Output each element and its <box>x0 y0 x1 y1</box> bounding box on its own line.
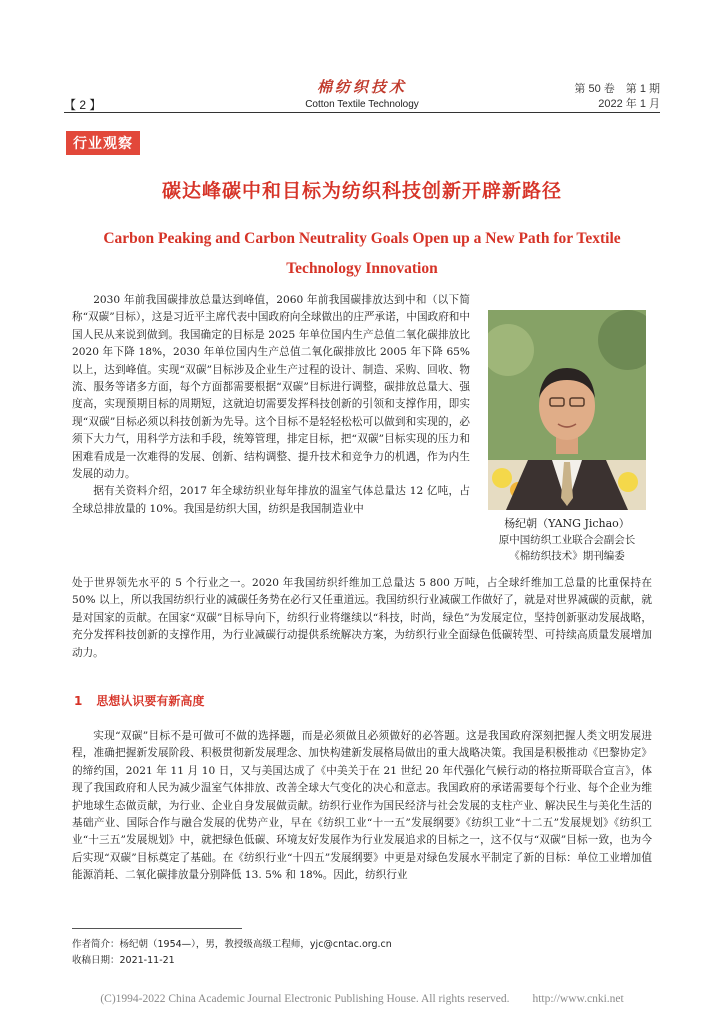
volume-issue: 第 50 卷 第 1 期 <box>574 83 660 95</box>
author-title: 原中国纺织工业联合会副会长 <box>498 534 636 546</box>
page-number: 【 2 】 <box>64 98 102 112</box>
section-1-paragraph: 实现“双碳”目标不是可做可不做的选择题，而是必须做且必须做好的必答题。这是我国政府深刻把握人类文明发展进程，准确把握新发展阶段、积极贯彻新发展理念、加快构建新发展格局做出的重大战略决策。我国是积极推动《巴黎协定》的缔约国，2021 年 11 月 10 日，又与美国达成了《中美关于在 21 世纪 20 年代强化气候行动的格拉斯哥联合宣言》，体现了我国政府和人民为减少温室气体排放、改善全球大气变化的决心和意志。我国政府的承诺需要每个行业、每个企业为维护地球生态做贡献，为行业、企业自身发展做贡献。纺织行业作为国民经济与社会发展的支柱产业、解决民生与美化生活的基础产业、国际合作与融合发展的优势产业，早在《纺织工业“十一五”发展纲要》《纺织工业“十二五”发展规划》《纺织工业“十三五”发展规划》中，就把绿色低碳、环境友好发展作为行业发展追求的目标之一，这不仅与“双碳”目标一致，也为今后实现“双碳”目标奠定了基础。在《纺织行业“十四五”发展纲要》中更是对绿色发展水平制定了新的目标：单位工业增加值能源消耗、二氧化碳排放量分别降低 13. 5% 和 18%。因此，纺织行业 <box>72 730 652 882</box>
article-title-cn: 碳达峰碳中和目标为纺织科技创新开辟新路径 <box>161 180 562 202</box>
section-title: 思想认识要有新高度 <box>96 694 205 708</box>
footnote-divider <box>72 928 242 929</box>
footnote <box>72 937 392 969</box>
section-heading <box>74 692 204 709</box>
photo-caption <box>476 516 658 564</box>
received-date: 收稿日期：2021-11-21 <box>72 955 175 966</box>
intro-paragraph: 2030 年前我国碳排放总量达到峰值，2060 年前我国碳排放达到中和（以下简称“双碳”目标），这是习近平主席代表中国政府向全球做出的庄严承诺，中国政府和中国人民从来说到做到。我国确定的目标是 2025 年单位国内生产总值二氧化碳排放比 2020 年下降 18%，2030 年单位国内生产总值二氧化碳排放比 2005 年下降 65% 以上，达到峰值。实现“双碳”目标涉及企业生产过程的设计、制造、采购、回收、物流、服务等诸多方面，每个方面都需要根据“双碳”目标进行调整，碳排放总量大、强度高，实现预期目标的周期短，这就迫切需要发挥科技创新的引领和支撑作用，即实现“双碳”目标必须以科技创新为先导。这个目标不是轻轻松松可以做到和实现的，必须下大力气，用科学方法和手段，统筹管理，排定目标，把“双碳”目标实现的压力和困难看成是一次难得的发展、创新、结构调整、提升技术和竞争力的机遇，作为内生发展的动力。 <box>72 294 470 481</box>
issue-info <box>574 82 660 112</box>
intro-paragraph-2-start: 据有关资料介绍，2017 年全球纺织业每年排放的温室气体总量达 12 亿吨，占全球总排放量的 10%。我国是纺织大国，纺织是我国制造业中 <box>72 485 470 515</box>
intro-paragraph-2-end: 处于世界领先水平的 5 个行业之一。2020 年我国纺织纤维加工总量达 5 800 万吨，占全球纤维加工总量的比重保持在 50% 以上，所以我国纺织行业的减碳任务势在必行又任重道远。我国纺织行业减碳工作做好了，就是对世界减碳的贡献，就是对国家的贡献。在国家“双碳”目标导向下，纺织行业将继续以“科技，时尚，绿色”为发展定位，坚持创新驱动发展战略，充分发挥科技创新的支撑作用，为行业减碳行动提供系统解决方案，为纺织行业全面绿色低碳转型、可持续高质量发展增加动力。 <box>72 577 652 659</box>
section-1-body <box>72 728 652 885</box>
article-title-en: Carbon Peaking and Carbon Neutrality Goals Open up a New Path for Textile Technology Innovation <box>103 230 621 277</box>
author-name: 杨纪朝（YANG Jichao） <box>504 517 630 530</box>
portrait-illustration <box>488 310 646 510</box>
author-intro: 作者简介：杨纪朝（1954—），男，教授级高级工程师，yjc@cntac.org.cn <box>72 939 392 950</box>
intro-continuation <box>72 575 652 662</box>
author-role: 《棉纺织技术》期刊编委 <box>509 550 625 562</box>
author-photo <box>488 310 646 510</box>
issue-date: 2022 年 1 月 <box>598 98 660 110</box>
column-tag: 行业观察 <box>66 131 140 155</box>
journal-masthead <box>262 76 462 110</box>
intro-text <box>72 292 470 518</box>
section-number: 1 <box>74 694 83 708</box>
journal-name-en: Cotton Textile Technology <box>305 99 419 110</box>
journal-name-cn: 棉纺织技术 <box>316 78 407 96</box>
copyright-notice: (C)1994-2022 China Academic Journal Electronic Publishing House. All rights reserved. http://www.cnki.net <box>100 993 624 1005</box>
header-divider <box>64 112 660 113</box>
